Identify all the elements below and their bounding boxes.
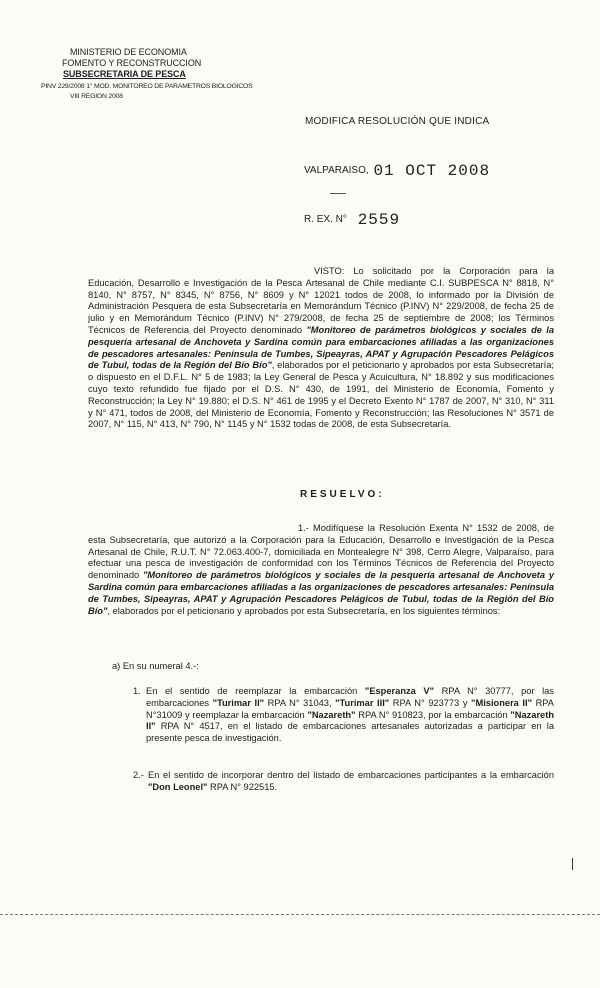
- visto-project-name: "Monitoreo de parámetros biológicos y sociales de la pesquería artesanal de Anchoveta y Sardina común para embarcaciones afiliadas a las organizaciones de pescadores artesanales: Península de Tumbes, Sipeayras, APAT y Agrupación Pescadores Pelágicos de Tubul, todas de la Región del Bío Bío": [88, 324, 554, 371]
- document-title: MODIFICA RESOLUCIÓN QUE INDICA: [305, 116, 490, 127]
- item-1-text-b: RPA N° 30777, por las embarcaciones: [146, 686, 554, 708]
- vessel-don-leonel: "Don Leonel": [148, 781, 208, 792]
- place-date: [304, 162, 490, 180]
- visto-lead: VISTO:: [314, 266, 345, 276]
- margin-mark: [572, 858, 573, 870]
- divider: [330, 193, 346, 194]
- ministry-line1: MINISTERIO DE ECONOMIA: [70, 47, 187, 57]
- subsecretaria-name: SUBSECRETARIA DE PESCA: [63, 69, 186, 79]
- item-1-text-g: RPA N° 4517, en el listado de embarcaciones artesanales autorizadas a participar en la presente pesca de investigación.: [146, 721, 554, 744]
- item-1-text-a: En el sentido de reemplazar la embarcación: [146, 686, 365, 696]
- numeral-a-label: a) En su numeral 4.-:: [112, 661, 199, 671]
- reference-line2: VIII REGION 2008: [70, 93, 123, 100]
- vessel-misionera-ii: "Misionera II": [471, 697, 532, 708]
- vessel-turimar-iii: "Turimar III": [335, 697, 390, 708]
- resolution-number: [304, 211, 400, 229]
- item-1-text-e: RPA N°31009 y reemplazar la embarcación: [146, 697, 554, 720]
- resuelvo-text-1: 1.- Modifíquese la Resolución Exenta N° 1532 de 2008, de esta Subsecretaría, que autorizó a la Corporación para la Educación, Desarrollo e Investigación de la Pesca Artesanal de Chile, R.U.T. N° 72.063.400-7, domiciliada en Montealegre N° 398, Cerro Alegre, Valparaíso, para efectuar una pesca de investigación de conformidad con los Términos Técnicos de Referencia del Proyecto denominado: [88, 523, 554, 581]
- item-2-text-b: RPA N° 922515.: [207, 781, 278, 792]
- item-1-text-d: RPA N° 923773 y: [389, 697, 472, 708]
- vessel-nazareth-ii: "Nazareth II": [146, 709, 555, 732]
- visto-paragraph: [88, 266, 554, 431]
- item-1-text: [146, 686, 554, 745]
- resuelvo-text-2: , elaborados por el peticionario y aprobados por esta Subsecretaría, en los siguientes términos:: [107, 605, 501, 616]
- item-2-text-a: En el sentido de incorporar dentro del listado de embarcaciones participantes a la embarcación: [148, 770, 554, 780]
- vessel-nazareth: "Nazareth": [307, 709, 356, 720]
- item-1-text-c: RPA N° 31043,: [264, 697, 336, 708]
- reference-line1: PINV 229/2008 1° MOD. MONITOREO DE PARAMETROS BIOLOGICOS: [41, 83, 253, 90]
- item-2-text: [148, 770, 554, 794]
- rex-label: R. EX. N°: [304, 214, 347, 225]
- ministry-line2: FOMENTO Y RECONSTRUCCION: [62, 58, 202, 68]
- resuelvo-project-name: "Monitoreo de parámetros biológicos y sociales de la pesquería artesanal de Anchoveta y Sardina común para embarcaciones afiliadas a las organizaciones de pescadores artesanales: Península de Tumbes, Sipeayras, APAT y Agrupación Pescadores Pelágicos de Tubul, todas de la Región del Bío Bío": [88, 570, 554, 616]
- date-stamp: 01 OCT 2008: [373, 162, 491, 180]
- item-1-text-f: RPA N° 910823, por la embarcación: [355, 709, 511, 720]
- item-2-number: 2.-: [133, 770, 144, 780]
- rex-number: 2559: [357, 211, 401, 229]
- page-bottom-rule: [0, 914, 600, 915]
- item-1-number: 1.: [133, 686, 141, 696]
- resuelvo-heading: RESUELVO:: [300, 489, 385, 500]
- visto-text-2: , elaborados por el peticionario y aprobados por esta Subsecretaría; o dispuesto en el D.F.L. N° 5 de 1983; la Ley General de Pesca y Acuicultura, N° 18.892 y sus modificaciones cuyo texto refundido fue fijado por el D.S. N° 430, de 1991, del Ministerio de Economía, Fomento y Reconstrucción; la Ley N° 19.880; el D.S. N° 461 de 1995 y el Decreto Exento N° 1787 de 2007, N° 310, N° 311 y N° 471, todos de 2008, del Ministerio de Economía, Fomento y Reconstrucción; las Resoluciones N° 3571 de 2007, N° 115, N° 413, N° 790, N° 1145 y N° 1532 todas de 2008, de esta Subsecretaría.: [88, 360, 554, 430]
- visto-text-1: Lo solicitado por la Corporación para la Educación, Desarrollo e Investigación de la Pesca Artesanal de Chile mediante C.I. SUBPESCA N° 8818, N° 8140, N° 8757, N° 8345, N° 8756, N° 8609 y N° 12021 todos de 2008, lo informado por la División de Administración Pesquera de esta Subsecretaría en Memorándum Técnico (P.INV) N° 229/2008, de fecha 25 de julio y en Memorándum Técnico (P.INV) N° 279/2008, de fecha 25 de septiembre de 2008; los Términos Técnicos de Referencia del Proyecto denominado: [88, 266, 554, 335]
- vessel-esperanza-v: "Esperanza V": [364, 686, 435, 696]
- place-label: VALPARAISO,: [304, 165, 369, 176]
- vessel-turimar-ii: "Turimar II": [212, 697, 265, 708]
- resuelvo-paragraph-1: [88, 523, 554, 617]
